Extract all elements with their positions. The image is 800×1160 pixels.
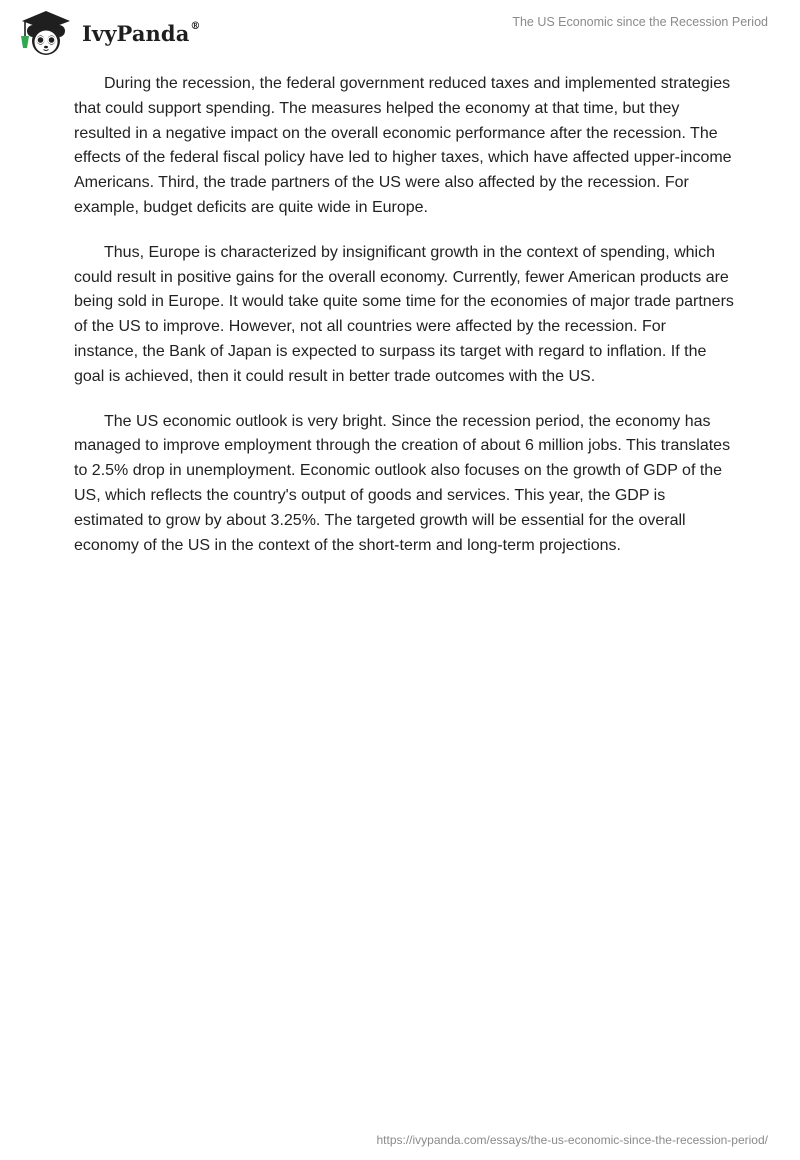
page-header (0, 0, 800, 70)
essay-body (74, 72, 734, 578)
brand-name (82, 21, 201, 46)
panda-graduate-logo-icon (14, 8, 76, 58)
registered-mark: ® (190, 20, 201, 32)
brand-name-text: IvyPanda (82, 20, 190, 46)
document-title: The US Economic since the Recession Period (512, 15, 768, 29)
paragraph-1: During the recession, the federal government reduced taxes and implemented strategies that could support spending. The measures helped the economy at that time, but they resulted in a negative impact on the overall economic performance after the recession. The effects of the federal fiscal policy have led to higher taxes, which have affected upper-income Americans. Third, the trade partners of the US were also affected by the recession. For example, budget deficits are quite wide in Europe. (74, 75, 732, 216)
brand-logo[interactable] (14, 8, 201, 58)
paragraph-2: Thus, Europe is characterized by insignificant growth in the context of spending, which could result in positive gains for the overall economy. Currently, fewer American products are being sold in Europe. It would take quite some time for the economies of major trade partners of the US to improve. However, not all countries were affected by the recession. For instance, the Bank of Japan is expected to surpass its target with regard to inflation. If the goal is achieved, then it could result in better trade outcomes with the US. (74, 243, 734, 385)
source-url-link[interactable]: https://ivypanda.com/essays/the-us-economic-since-the-recession-period/ (376, 1133, 768, 1147)
paragraph-3: The US economic outlook is very bright. Since the recession period, the economy has managed to improve employment through the creation of about 6 million jobs. This translates to 2.5% drop in unemployment. Economic outlook also focuses on the growth of GDP of the US, which reflects the country's output of goods and services. This year, the GDP is estimated to grow by about 3.25%. The targeted growth will be essential for the overall economy of the US in the context of the short-term and long-term projections. (74, 412, 731, 554)
